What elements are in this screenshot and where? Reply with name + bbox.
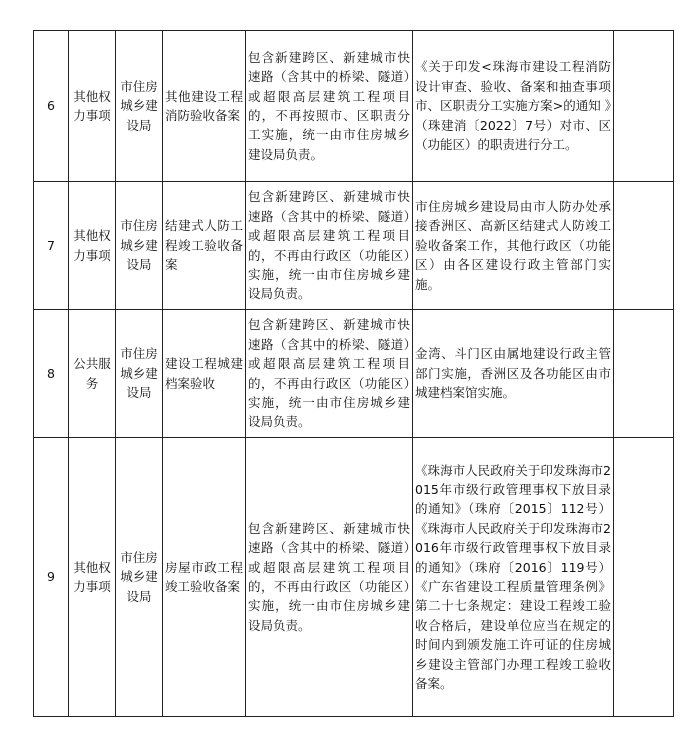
table-row <box>34 310 674 438</box>
table-row <box>34 31 674 182</box>
matter-name: 其他建设工程消防验收备案 <box>163 31 246 182</box>
matter-type: 其他权力事项 <box>69 31 116 182</box>
row-number: 7 <box>34 182 69 310</box>
remarks <box>614 31 674 182</box>
legal-basis: 《珠海市人民政府关于印发珠海市2015年市级行政管理事权下放目录的通知》（珠府〔2015〕112号）《珠海市人民政府关于印发珠海市2016年市级行政管理事权下放目录的通知》（珠府〔2016〕119号）《广东省建设工程质量管理条例》第二十七条规定：建设工程竣工验收合格后，建设单位应当在规定的时间内到颁发施工许可证的住房城乡建设主管部门办理工程竣工验收备案。 <box>413 438 614 717</box>
row-number: 9 <box>34 438 69 717</box>
legal-basis: 市住房城乡建设局由市人防办处承接香洲区、高新区结建式人防竣工验收备案工作，其他行政区（功能区）由各区建设行政主管部门实施。 <box>413 182 614 310</box>
department: 市住房城乡建设局 <box>116 31 163 182</box>
table-row <box>34 438 674 717</box>
matter-name: 房屋市政工程竣工验收备案 <box>163 438 246 717</box>
scope-description: 包含新建跨区、新建城市快速路（含其中的桥梁、隧道）或超限高层建筑工程项目的，不再由行政区（功能区）实施，统一由市住房城乡建设局负责。 <box>246 310 413 438</box>
legal-basis: 金湾、斗门区由属地建设行政主管部门实施，香洲区及各功能区由市城建档案馆实施。 <box>413 310 614 438</box>
matter-type: 公共服务 <box>69 310 116 438</box>
scope-description: 包含新建跨区、新建城市快速路（含其中的桥梁、隧道）或超限高层建筑工程项目的，不再由行政区（功能区）实施，统一由市住房城乡建设局负责。 <box>246 182 413 310</box>
remarks <box>614 310 674 438</box>
matter-type: 其他权力事项 <box>69 438 116 717</box>
legal-basis: 《关于印发<珠海市建设工程消防设计审查、验收、备案和抽查事项市、区职责分工实施方案>的通知 》（珠建消〔2022〕7号）对市、区（功能区）的职责进行分工。 <box>413 31 614 182</box>
scope-description: 包含新建跨区、新建城市快速路（含其中的桥梁、隧道）或超限高层建筑工程项目的，不再由行政区（功能区）实施，统一由市住房城乡建设局负责。 <box>246 438 413 717</box>
remarks <box>614 438 674 717</box>
matter-name: 结建式人防工程竣工验收备案 <box>163 182 246 310</box>
table-row <box>34 182 674 310</box>
matter-name: 建设工程城建档案验收 <box>163 310 246 438</box>
matters-table <box>33 30 674 717</box>
scope-description: 包含新建跨区、新建城市快速路（含其中的桥梁、隧道）或超限高层建筑工程项目的，不再按照市、区职责分工实施，统一由市住房城乡建设局负责。 <box>246 31 413 182</box>
department: 市住房城乡建设局 <box>116 182 163 310</box>
matter-type: 其他权力事项 <box>69 182 116 310</box>
row-number: 6 <box>34 31 69 182</box>
remarks <box>614 182 674 310</box>
department: 市住房城乡建设局 <box>116 310 163 438</box>
department: 市住房城乡建设局 <box>116 438 163 717</box>
row-number: 8 <box>34 310 69 438</box>
